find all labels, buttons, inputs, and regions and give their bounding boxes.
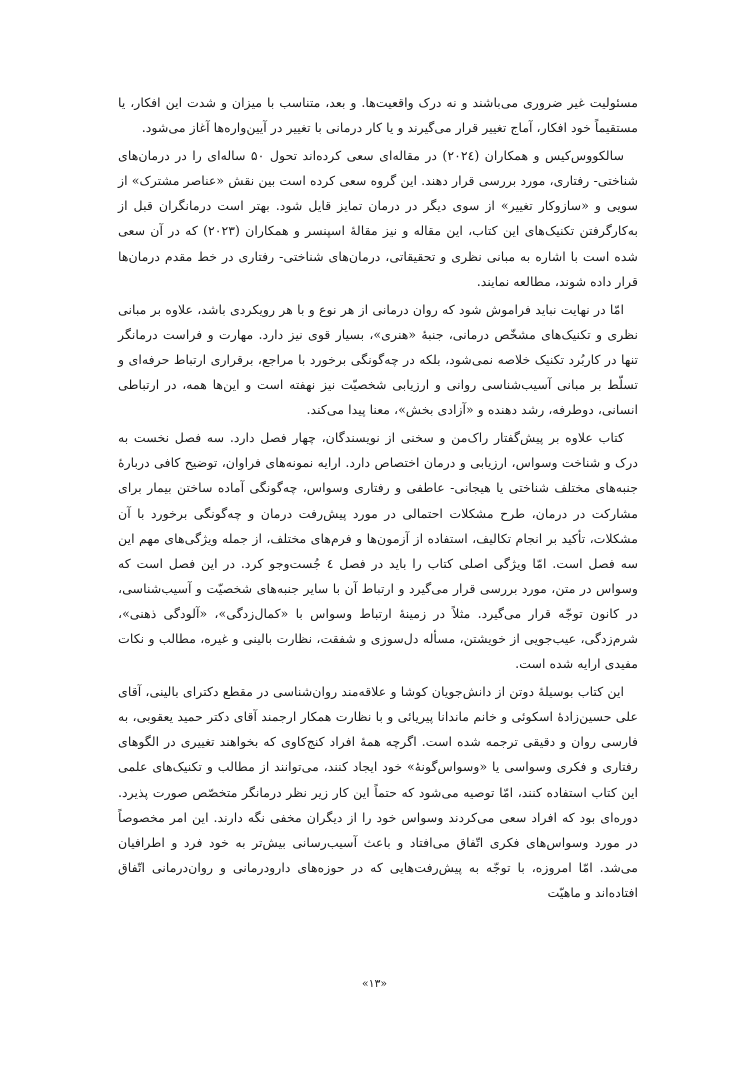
paragraph: کتاب علاوه بر پیش‌گفتار راک‌من و سخنی از نویسندگان، چهار فصل دارد. سه فصل نخست به درک و شناخت وسواس، ارزیابی و درمان اختصاص دارد. ارایه نمونه‌های فراوان، توضیح کافی دربارهٔ جنبه‌های مختلف شناختی یا هیجانی- عاطفی و رفتاری وسواس، چه‌گونگی آماده ساختن بیمار برای مشارکت در درمان، طرح مشکلات احتمالی در مورد پیش‌رفت درمان و چه‌گونگی برخورد با آن مشکلات، تأکید بر انجام تکالیف، استفاده از آزمون‌ها و فرم‌های مختلف، از جمله ویژگی‌های مهم این سه فصل است. امّا ویژگی اصلی کتاب را باید در فصل ٤ جُست‌وجو کرد. در این فصل است که وسواس در متن، مورد بررسی قرار می‌گیرد و ارتباط آن با سایر جنبه‌های شخصیّت و آسیب‌شناسی، در کانون توجّه قرار می‌گیرد. مثلاً در زمینهٔ ارتباط وسواس با «کمال‌زدگی»، «آلودگی ذهنی»، شرم‌زدگی، عیب‌جویی از خویشتن، مسأله دل‌سوزی و شفقت، نظارت بالینی و غیره، مطالب و نکات مفیدی ارایه شده است. — [118, 430, 638, 672]
body-text — [118, 90, 638, 908]
paragraph: امّا در نهایت نباید فراموش شود که روان درمانی از هر نوع و با هر رویکردی باشد، علاوه بر مبانی نظری و تکنیک‌های مشخّص درمانی، جنبهٔ «هنری»، بسیار قوی نیز دارد. مهارت و فراست درمانگر تنها در کاربُرد تکنیک خلاصه نمی‌شود، بلکه در چه‌گونگی برخورد با مراجع، برقراری ارتباط حرفه‌ای و تسلّط بر مبانی آسیب‌شناسی روانی و ارزیابی شخصیّت نیز نهفته است و این‌ها همه، در ارتباطی انسانی، دوطرفه، رشد دهنده و «آزادی بخش»، معنا پیدا می‌کند. — [118, 301, 638, 418]
page-number: «۱۳» — [361, 977, 388, 990]
paragraph: این کتاب بوسیلهٔ دوتن از دانش‌جویان کوشا و علاقه‌مند روان‌شناسی در مقطع دکترای بالینی، آقای علی حسین‌زادهٔ اسکوئی و خانم ماندانا پیریائی و با نظارت همکار ارجمند آقای دکتر حمید یعقوبی، به فارسی روان و دقیقی ترجمه شده است. اگرچه همهٔ افراد کنج‌کاوی که بخواهند تغییری در الگوهای رفتاری و فکری وسواسی یا «وسواس‌گونهٔ» خود ایجاد کنند، می‌توانند از مطالب و تکنیک‌های علمی این کتاب استفاده کنند، امّا توصیه می‌شود که حتماً این کار زیر نظر درمانگر متخصّص صورت پذیرد. دوره‌ای بود که افراد سعی می‌کردند وسواس خود را از دیگران مخفی نگه دارند. این امر مخصوصاً در مورد وسواس‌های فکری اتّفاق می‌افتاد و باعث آسیب‌رسانی بیش‌تر به خود فرد و اطرافیان می‌شد. امّا امروزه، با توجّه به پیش‌رفت‌هایی که در حوزه‌های دارودرمانی و روان‌درمانی اتّفاق افتاده‌اند و ماهیّت — [118, 684, 638, 900]
paragraph: مسئولیت غیر ضروری می‌باشند و نه درک واقعیت‌ها. و بعد، متناسب با میزان و شدت این افکار، یا مستقیماً خود افکار، آماج تغییر قرار می‌گیرند و یا کار درمانی با تغییر در آیین‌واره‌ها آغاز می‌شود. — [118, 95, 638, 136]
paragraph: سالکووس‌کیس و همکاران (۲۰۲٤) در مقاله‌ای سعی کرده‌اند تحول ۵۰ ساله‌ای را در درمان‌های شناختی- رفتاری، مورد بررسی قرار دهند. این گروه سعی کرده است بین نقش «عناصر مشترک» از سویی و «سازوکار تغییر» از سوی دیگر در درمان تمایز قایل شود. بهتر است درمانگران قبل از به‌کارگرفتن تکنیک‌های این کتاب، این مقاله و نیز مقالهٔ اسپنسر و همکاران (۲۰۲۳) که در آن سعی شده است با اشاره به مبانی نظری و تحقیقاتی، درمان‌های شناختی- رفتاری در خط مقدم درمان‌ها قرار داده شوند، مطالعه نمایند. — [118, 148, 638, 289]
